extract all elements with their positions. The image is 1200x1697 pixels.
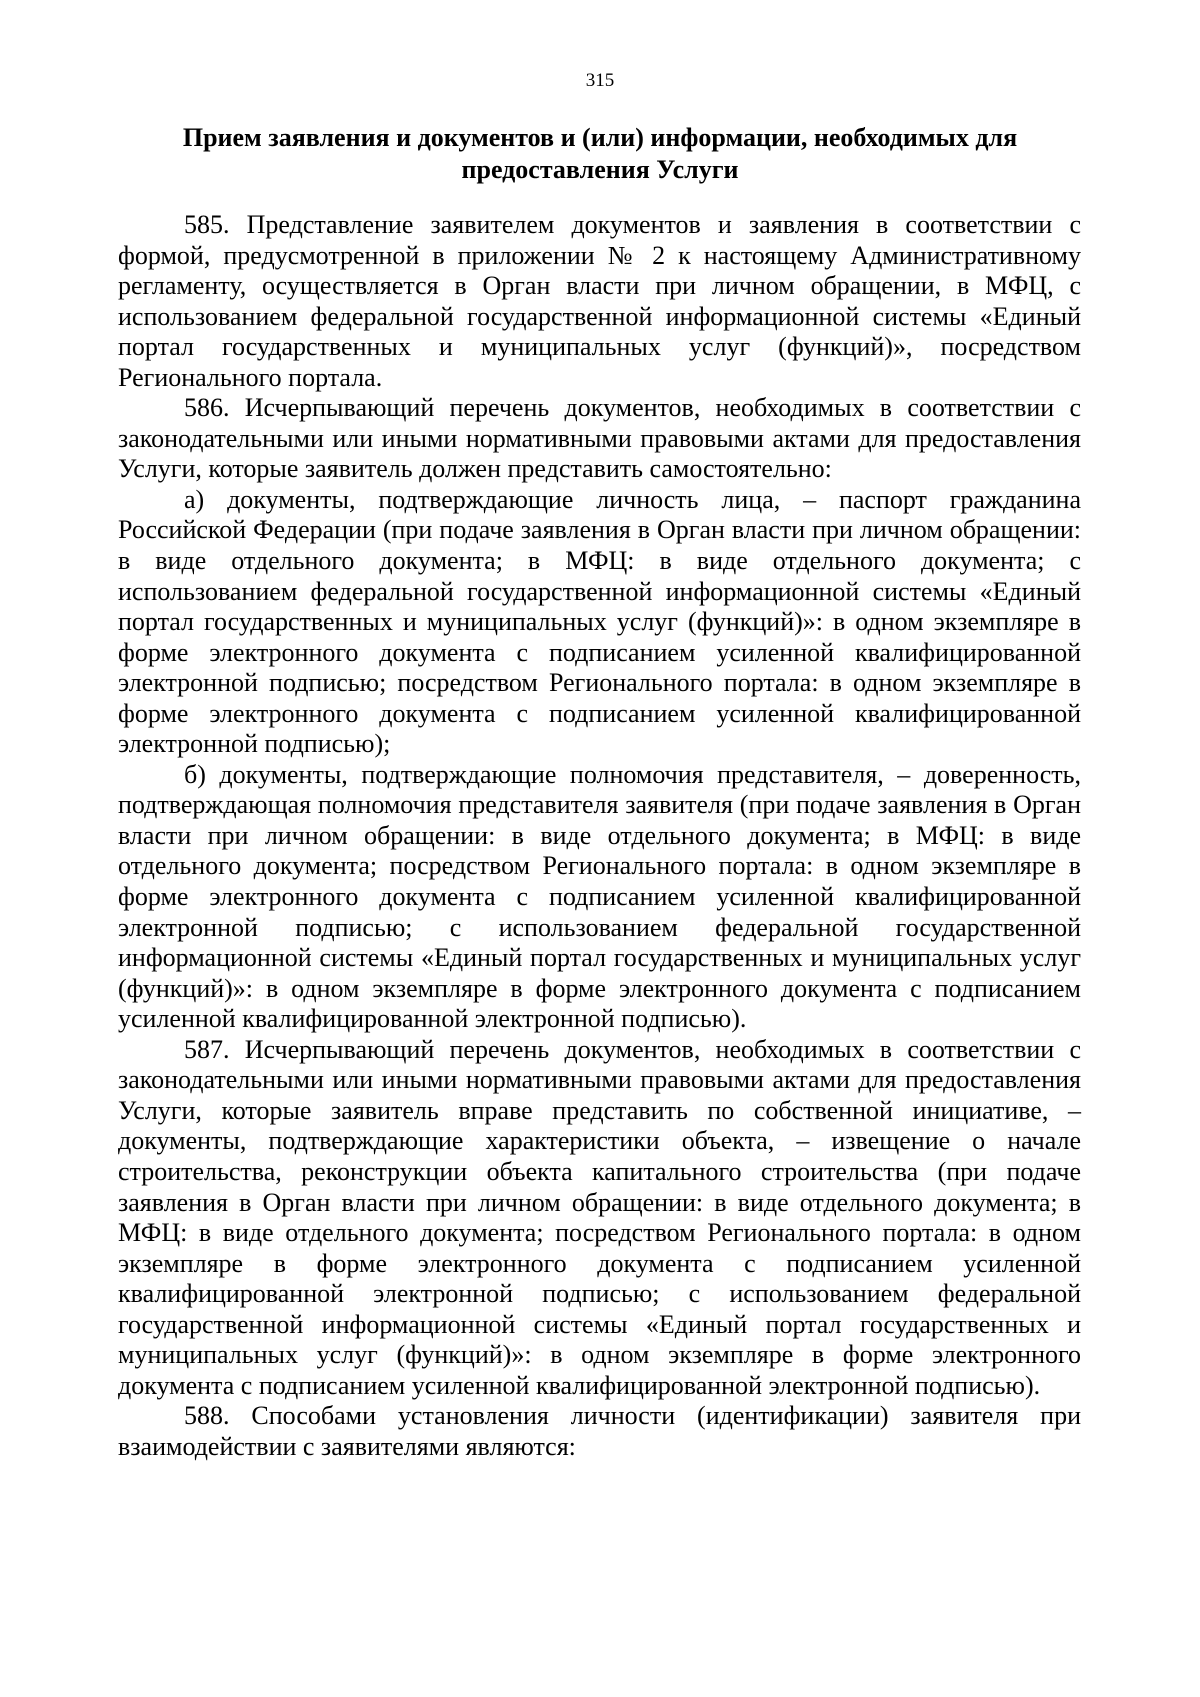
paragraph-587: 587. Исчерпывающий перечень документов, необходимых в соответствии с законодательными или иными нормативными правовыми актами для предоставления Услуги, которые заявитель вправе представить по собственной инициативе, – документы, подтверждающие характеристики объекта, – извещение о начале строительства, реконструкции объекта капитального строительства (при подаче заявления в Орган власти при личном обращении: в виде отдельного документа; в МФЦ: в виде отдельного документа; посредством Регионального портала: в одном экземпляре в форме электронного документа с подписанием усиленной квалифицированной электронной подписью; с использованием федеральной государственной информационной системы «Единый портал государственных и муниципальных услуг (функций)»: в одном экземпляре в форме электронного документа с подписанием усиленной квалифицированной электронной подписью). [118, 1034, 1081, 1400]
document-body [118, 210, 1081, 1462]
paragraph-588: 588. Способами установления личности (идентификации) заявителя при взаимодействии с заявителями являются: [118, 1401, 1081, 1461]
page-number: 315 [585, 70, 615, 91]
paragraph-586-a: а) документы, подтверждающие личность лица, – паспорт гражданина Российской Федерации (при подаче заявления в Орган власти при личном обращении: в виде отдельного документа; в МФЦ: в виде отдельного документа; с использованием федеральной государственной информационной системы «Единый портал государственных и муниципальных услуг (функций)»: в одном экземпляре в форме электронного документа с подписанием усиленной квалифицированной электронной подписью; посредством Регионального портала: в одном экземпляре в форме электронного документа с подписанием усиленной квалифицированной электронной подписью); [118, 484, 1081, 759]
paragraph-586-b: б) документы, подтверждающие полномочия представителя, – доверенность, подтверждающая полномочия представителя заявителя (при подаче заявления в Орган власти при личном обращении: в виде отдельного документа; в МФЦ: в виде отдельного документа; посредством Регионального портала: в одном экземпляре в форме электронного документа с подписанием усиленной квалифицированной электронной подписью; с использованием федеральной государственной информационной системы «Единый портал государственных и муниципальных услуг (функций)»: в одном экземпляре в форме электронного документа с подписанием усиленной квалифицированной электронной подписью). [118, 759, 1081, 1034]
paragraph-585: 585. Представление заявителем документов и заявления в соответствии с формой, предусмотренной в приложении № 2 к настоящему Административному регламенту, осуществляется в Орган власти при личном обращении, в МФЦ, с использованием федеральной государственной информационной системы «Единый портал государственных и муниципальных услуг (функций)», посредством Регионального портала. [118, 210, 1081, 392]
paragraph-586: 586. Исчерпывающий перечень документов, необходимых в соответствии с законодательными или иными нормативными правовыми актами для предоставления Услуги, которые заявитель должен представить самостоятельно: [118, 393, 1081, 484]
section-heading: Прием заявления и документов и (или) информации, необходимых для предоставления Услуги [182, 123, 1018, 184]
